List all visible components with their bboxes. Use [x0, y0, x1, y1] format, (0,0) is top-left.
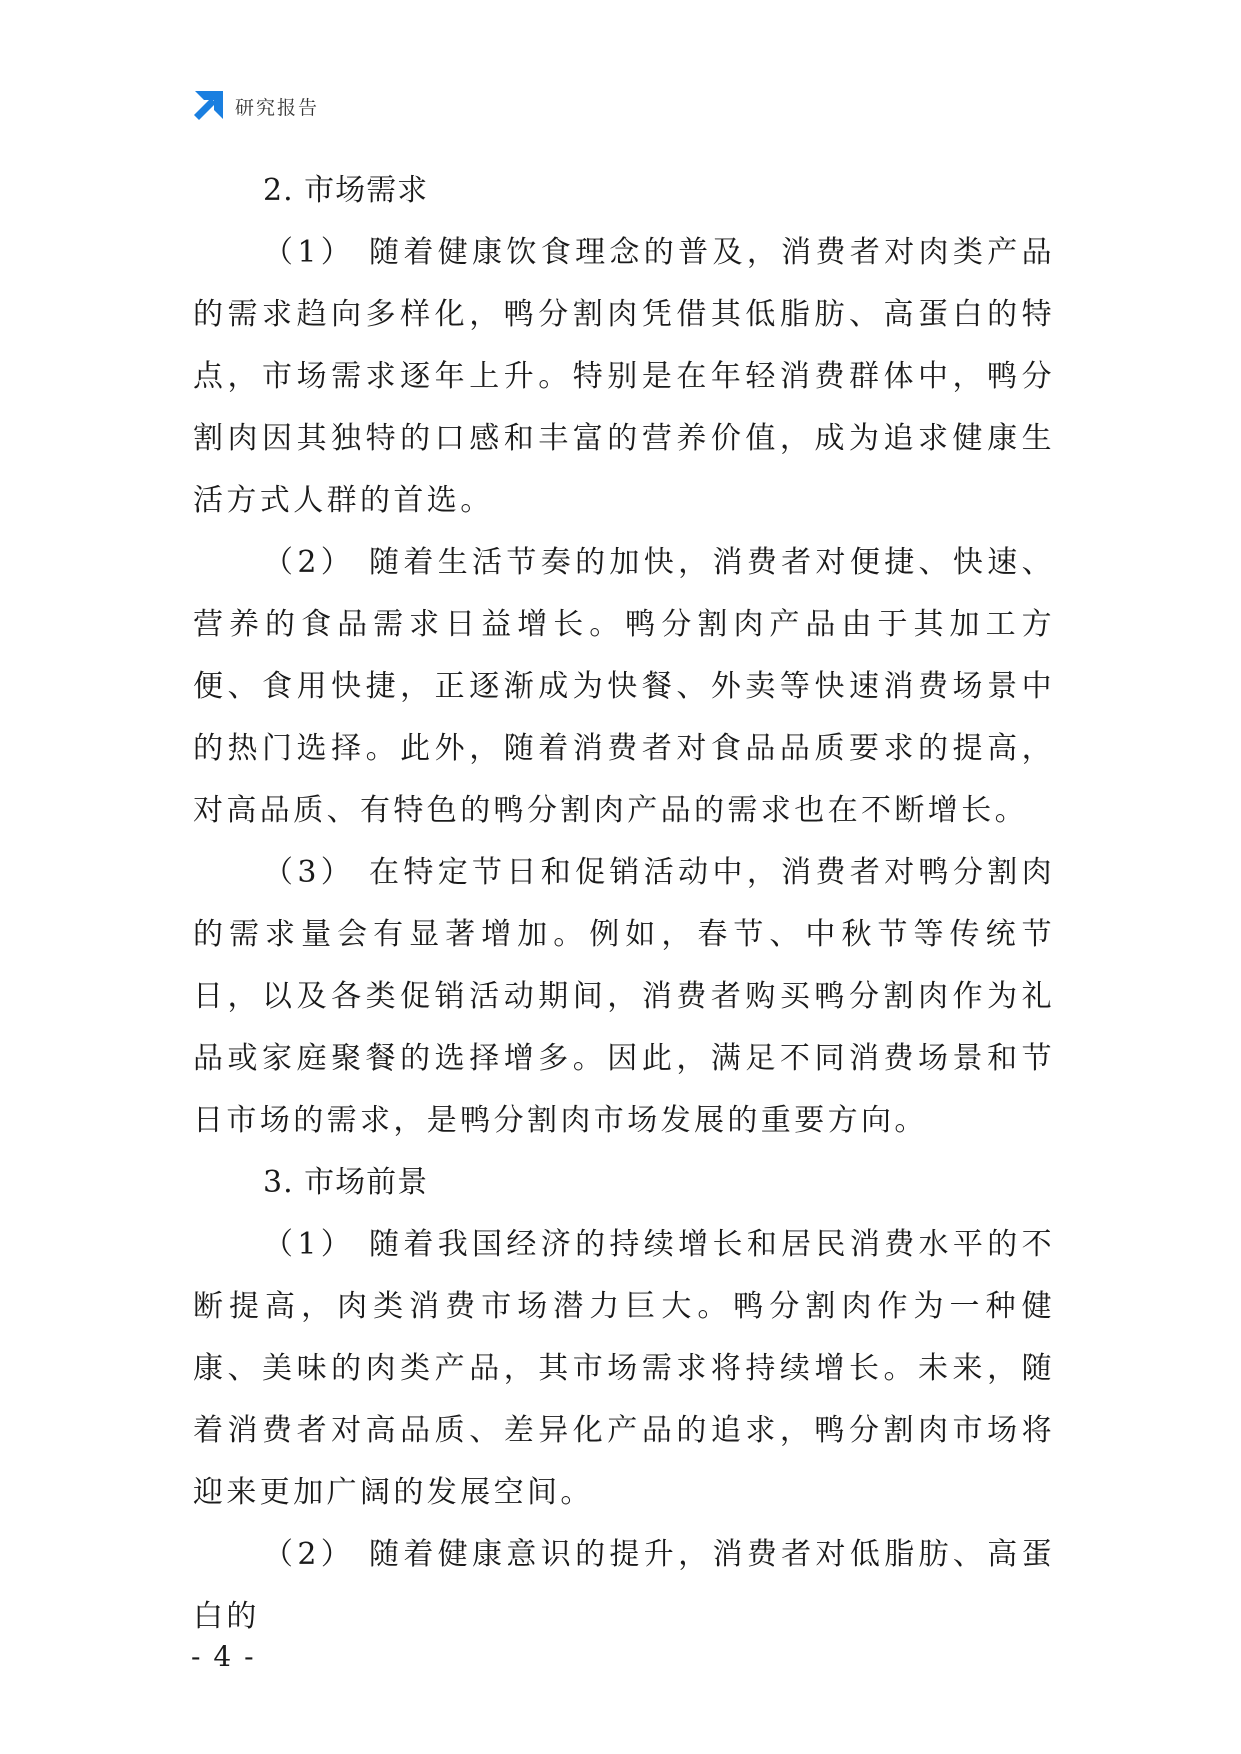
section-heading-market-demand: 2. 市场需求 — [263, 173, 429, 208]
header-title: 研究报告 — [235, 96, 320, 119]
paragraph-demand-3: （3） 在特定节日和促销活动中，消费者对鸭分割肉的需求量会有显著增加。例如，春节、中秋节等传统节日，以及各类促销活动期间，消费者购买鸭分割肉作为礼品或家庭聚餐的选择增多。因此，满足不同消费场景和节日市场的需求，是鸭分割肉市场发展的重要方向。 — [193, 855, 1055, 1138]
document-body — [193, 160, 1055, 1648]
paragraph-demand-2: （2） 随着生活节奏的加快，消费者对便捷、快速、营养的食品需求日益增长。鸭分割肉产品由于其加工方便、食用快捷，正逐渐成为快餐、外卖等快速消费场景中的热门选择。此外，随着消费者对食品品质要求的提高，对高品质、有特色的鸭分割肉产品的需求也在不断增长。 — [193, 545, 1055, 828]
paragraph-outlook-1: （1） 随着我国经济的持续增长和居民消费水平的不断提高，肉类消费市场潜力巨大。鸭分割肉作为一种健康、美味的肉类产品，其市场需求将持续增长。未来，随着消费者对高品质、差异化产品的追求，鸭分割肉市场将迎来更加广阔的发展空间。 — [193, 1227, 1055, 1510]
page-header — [191, 88, 319, 124]
arrow-up-right-icon — [191, 89, 225, 123]
page-number: - 4 - — [191, 1640, 256, 1673]
paragraph-outlook-2: （2） 随着健康意识的提升，消费者对低脂肪、高蛋白的 — [193, 1537, 1055, 1634]
section-heading-market-outlook: 3. 市场前景 — [263, 1165, 429, 1200]
paragraph-demand-1: （1） 随着健康饮食理念的普及，消费者对肉类产品的需求趋向多样化，鸭分割肉凭借其低脂肪、高蛋白的特点，市场需求逐年上升。特别是在年轻消费群体中，鸭分割肉因其独特的口感和丰富的营养价值，成为追求健康生活方式人群的首选。 — [193, 235, 1055, 518]
